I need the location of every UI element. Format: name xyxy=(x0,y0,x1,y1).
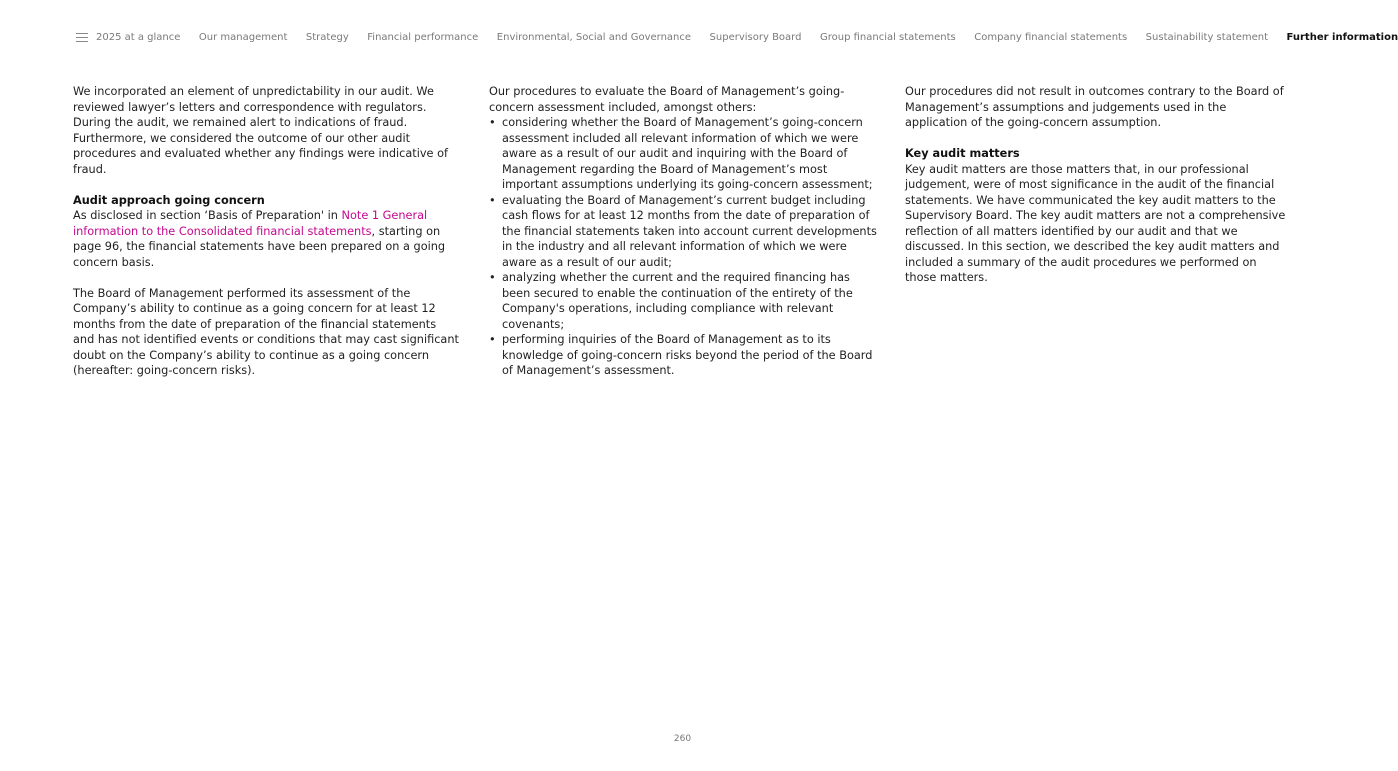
nav-item-further-information[interactable]: Further information xyxy=(1286,31,1398,43)
paragraph-unpredictability: We incorporated an element of unpredictability in our audit. We reviewed lawyer’s letters and correspondence with regulators. During the audit, we remained alert to indications of fraud. Furthermore, we considered the outcome of our other audit procedures and evaluated whether any findings were indicative of fraud. xyxy=(73,85,448,176)
list-item: • performing inquiries of the Board of Management as to its knowledge of going-concern risks beyond the period of the Board of Management’s assessment. xyxy=(489,332,881,379)
paragraph-procedures-outcome: Our procedures did not result in outcomes contrary to the Board of Management’s assumptions and judgements used in the application of the going-concern assumption. xyxy=(905,85,1284,129)
column-right xyxy=(905,84,1290,286)
note-1-link[interactable]: Note 1 General information to the Consolidated financial statements xyxy=(73,209,428,238)
paragraph-key-audit-matters: Key audit matters are those matters that, in our professional judgement, were of most significance in the audit of the financial statements. We have communicated the key audit matters to the Supervisory Board. The key audit matters are not a comprehensive reflection of all matters identified by our audit and that we discussed. In this section, we described the key audit matters and included a summary of the audit procedures we performed on those matters. xyxy=(905,162,1286,284)
page-number: 260 xyxy=(673,734,692,744)
nav-item-group-financial-statements[interactable]: Group financial statements xyxy=(819,31,956,43)
paragraph-basis-of-preparation xyxy=(73,208,459,270)
list-item: • analyzing whether the current and the required financing has been secured to enable the continuation of the entirety of the Company's operations, including compliance with relevant covenants; xyxy=(489,270,881,332)
paragraph-text: , starting on page 96, the financial statements have been prepared on a going concern basis. xyxy=(73,224,446,269)
heading-audit-approach-going-concern: Audit approach going concern xyxy=(73,193,265,207)
nav-item-2025-at-a-glance[interactable]: 2025 at a glance xyxy=(96,31,181,43)
nav-item-company-financial-statements[interactable]: Company financial statements xyxy=(974,31,1128,43)
top-navigation xyxy=(76,26,1398,48)
nav-item-esg[interactable]: Environmental, Social and Governance xyxy=(496,31,692,43)
procedures-list xyxy=(489,115,881,379)
list-item: • evaluating the Board of Management’s current budget including cash flows for at least 12 months from the date of preparation of the financial statements taken into account current developments in the industry and all relevant information of which we were aware as a result of our audit; xyxy=(489,193,881,271)
nav-item-financial-performance[interactable]: Financial performance xyxy=(367,31,479,43)
procedures-intro: Our procedures to evaluate the Board of Management’s going-concern assessment included, amongst others: xyxy=(489,85,845,114)
list-item: • considering whether the Board of Management’s going-concern assessment included all relevant information of which we were aware as a result of our audit and inquiring with the Board of Management regarding the Board of Management’s most important assumptions underlying its going-concern assessment; xyxy=(489,115,881,193)
paragraph-board-assessment: The Board of Management performed its assessment of the Company’s ability to continue as a going concern for at least 12 months from the date of preparation of the financial statements and has not identified events or conditions that may cast significant doubt on the Company’s ability to continue as a going concern (hereafter: going-concern risks). xyxy=(73,286,459,377)
column-left xyxy=(73,84,459,394)
nav-item-our-management[interactable]: Our management xyxy=(198,31,288,43)
column-middle xyxy=(489,84,881,379)
paragraph-text: As disclosed in section ‘Basis of Preparation' in xyxy=(73,209,342,222)
nav-item-sustainability-statement[interactable]: Sustainability statement xyxy=(1145,31,1269,43)
heading-key-audit-matters: Key audit matters xyxy=(905,147,1020,160)
nav-item-supervisory-board[interactable]: Supervisory Board xyxy=(709,31,802,43)
nav-item-strategy[interactable]: Strategy xyxy=(305,31,349,43)
